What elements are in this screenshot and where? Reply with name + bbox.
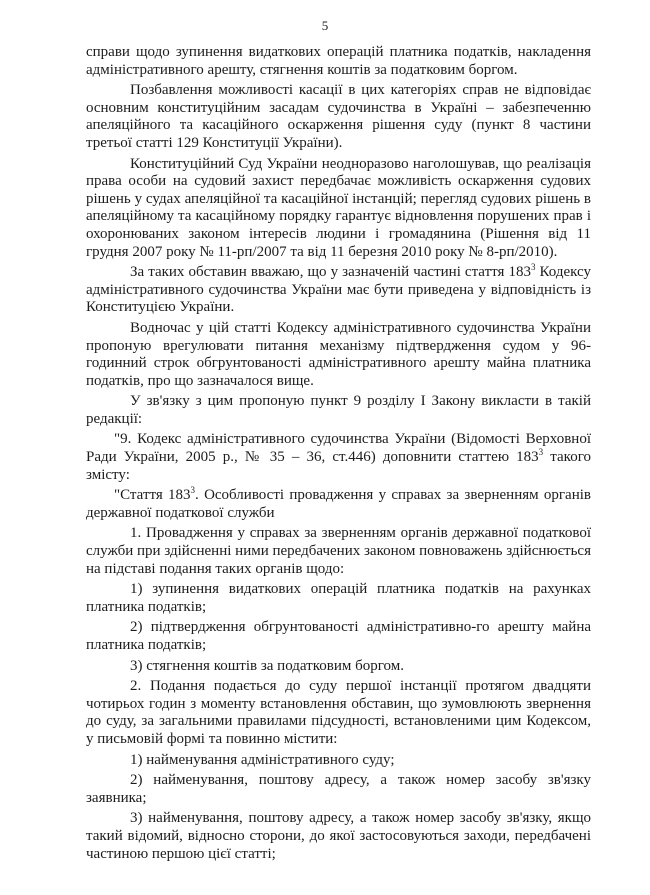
superscript: 3: [190, 485, 196, 496]
superscript: 3: [538, 447, 544, 458]
list-item: 1) найменування адміністративного суду;: [130, 751, 395, 768]
paragraph: Водночас у цій статті Кодексу адміністративного судочинства України пропоную врегулювати питання механізму підтвердження судом у 96-годинний строк обгрунтованості адміністративного арешту майна платника податків, про що зазначалося вище.: [86, 319, 591, 389]
page-number: 5: [321, 18, 329, 33]
document-body: [86, 44, 591, 866]
list-item: 3) стягнення коштів за податковим боргом.: [130, 657, 404, 674]
paragraph: Позбавлення можливості касації в цих категоріях справ не відповідає основним конституційним засадам судочинства в Україні – забезпеченню апеляційного та касаційного оскарження рішення суду (пункт 8 частини третьої статті 129 Конституції України).: [86, 82, 591, 151]
list-item-text: платника податків;: [86, 598, 207, 615]
paragraph: 2. Подання подається до суду першої інстанції протягом двадцяти чотирьох годин з моменту встановлення обставин, що зумовлюють звернення до суду, за загальними правилами підсудності, встановленими цим Кодексом, у письмовій формі та повинно містити:: [86, 678, 591, 747]
paragraph: [86, 581, 591, 616]
article-heading: [86, 487, 591, 522]
paragraph-text: За таких обставин вважаю, що у зазначеній частині стаття 183: [130, 264, 531, 281]
article-heading-text: "Стаття 183: [114, 487, 191, 504]
list-item: 2) найменування, поштову адресу, а також номер засобу зв'язку заявника;: [86, 772, 591, 806]
list-item: 2) підтвердження обгрунтованості адміністративно-го арешту майна платника податків;: [86, 619, 591, 653]
article-heading-text: . Особливості провадження у справах за зверненням органів державної податкової служби: [86, 487, 591, 521]
list-item: 3) найменування, поштову адресу, а також номер засобу зв'язку, якщо такий відомий, відносно сторони, до якої застосовуються заходи, передбачені частиною першою цієї статті;: [86, 810, 591, 862]
superscript: 3: [530, 262, 536, 273]
paragraph: [86, 431, 591, 484]
list-item-text: 1) зупинення видаткових операцій платника податків на рахунках: [130, 581, 591, 598]
quote-text: "9. Кодекс адміністративного судочинства України (Відомості Верховної Ради України, 2005 р., № 35 – 36, ст.446) доповнити статтею 183: [86, 431, 591, 466]
paragraph: 1. Провадження у справах за зверненням органів державної податкової служби при здійсненні ними передбачених законом повноважень здійснюється на підставі подання таких органів щодо:: [86, 525, 591, 577]
quote-text: такого змісту:: [86, 449, 591, 483]
paragraph: [86, 264, 591, 317]
paragraph: Конституційний Суд України неодноразово наголошував, що реалізація права особи на судовий захист передбачає можливість оскарження судових рішень у судах апеляційної та касаційної інстанцій; перегляд судових рішень в апеляційному та касаційному порядку гарантує відновлення порушених прав і охоронюваних законом інтересів людини і громадянина (Рішення від 11 грудня 2007 року № 11-рп/2007 та від 11 березня 2010 року № 8-рп/2010).: [86, 155, 591, 260]
paragraph: У зв'язку з цим пропоную пункт 9 розділу I Закону викласти в такій редакції:: [86, 393, 591, 427]
paragraph: справи щодо зупинення видаткових операцій платника податків, накладення адміністративного арешту, стягнення коштів за податковим боргом.: [86, 44, 591, 78]
paragraph-text: Кодексу адміністративного судочинства України має бути приведена у відповідність із Конституцією України.: [86, 264, 591, 316]
